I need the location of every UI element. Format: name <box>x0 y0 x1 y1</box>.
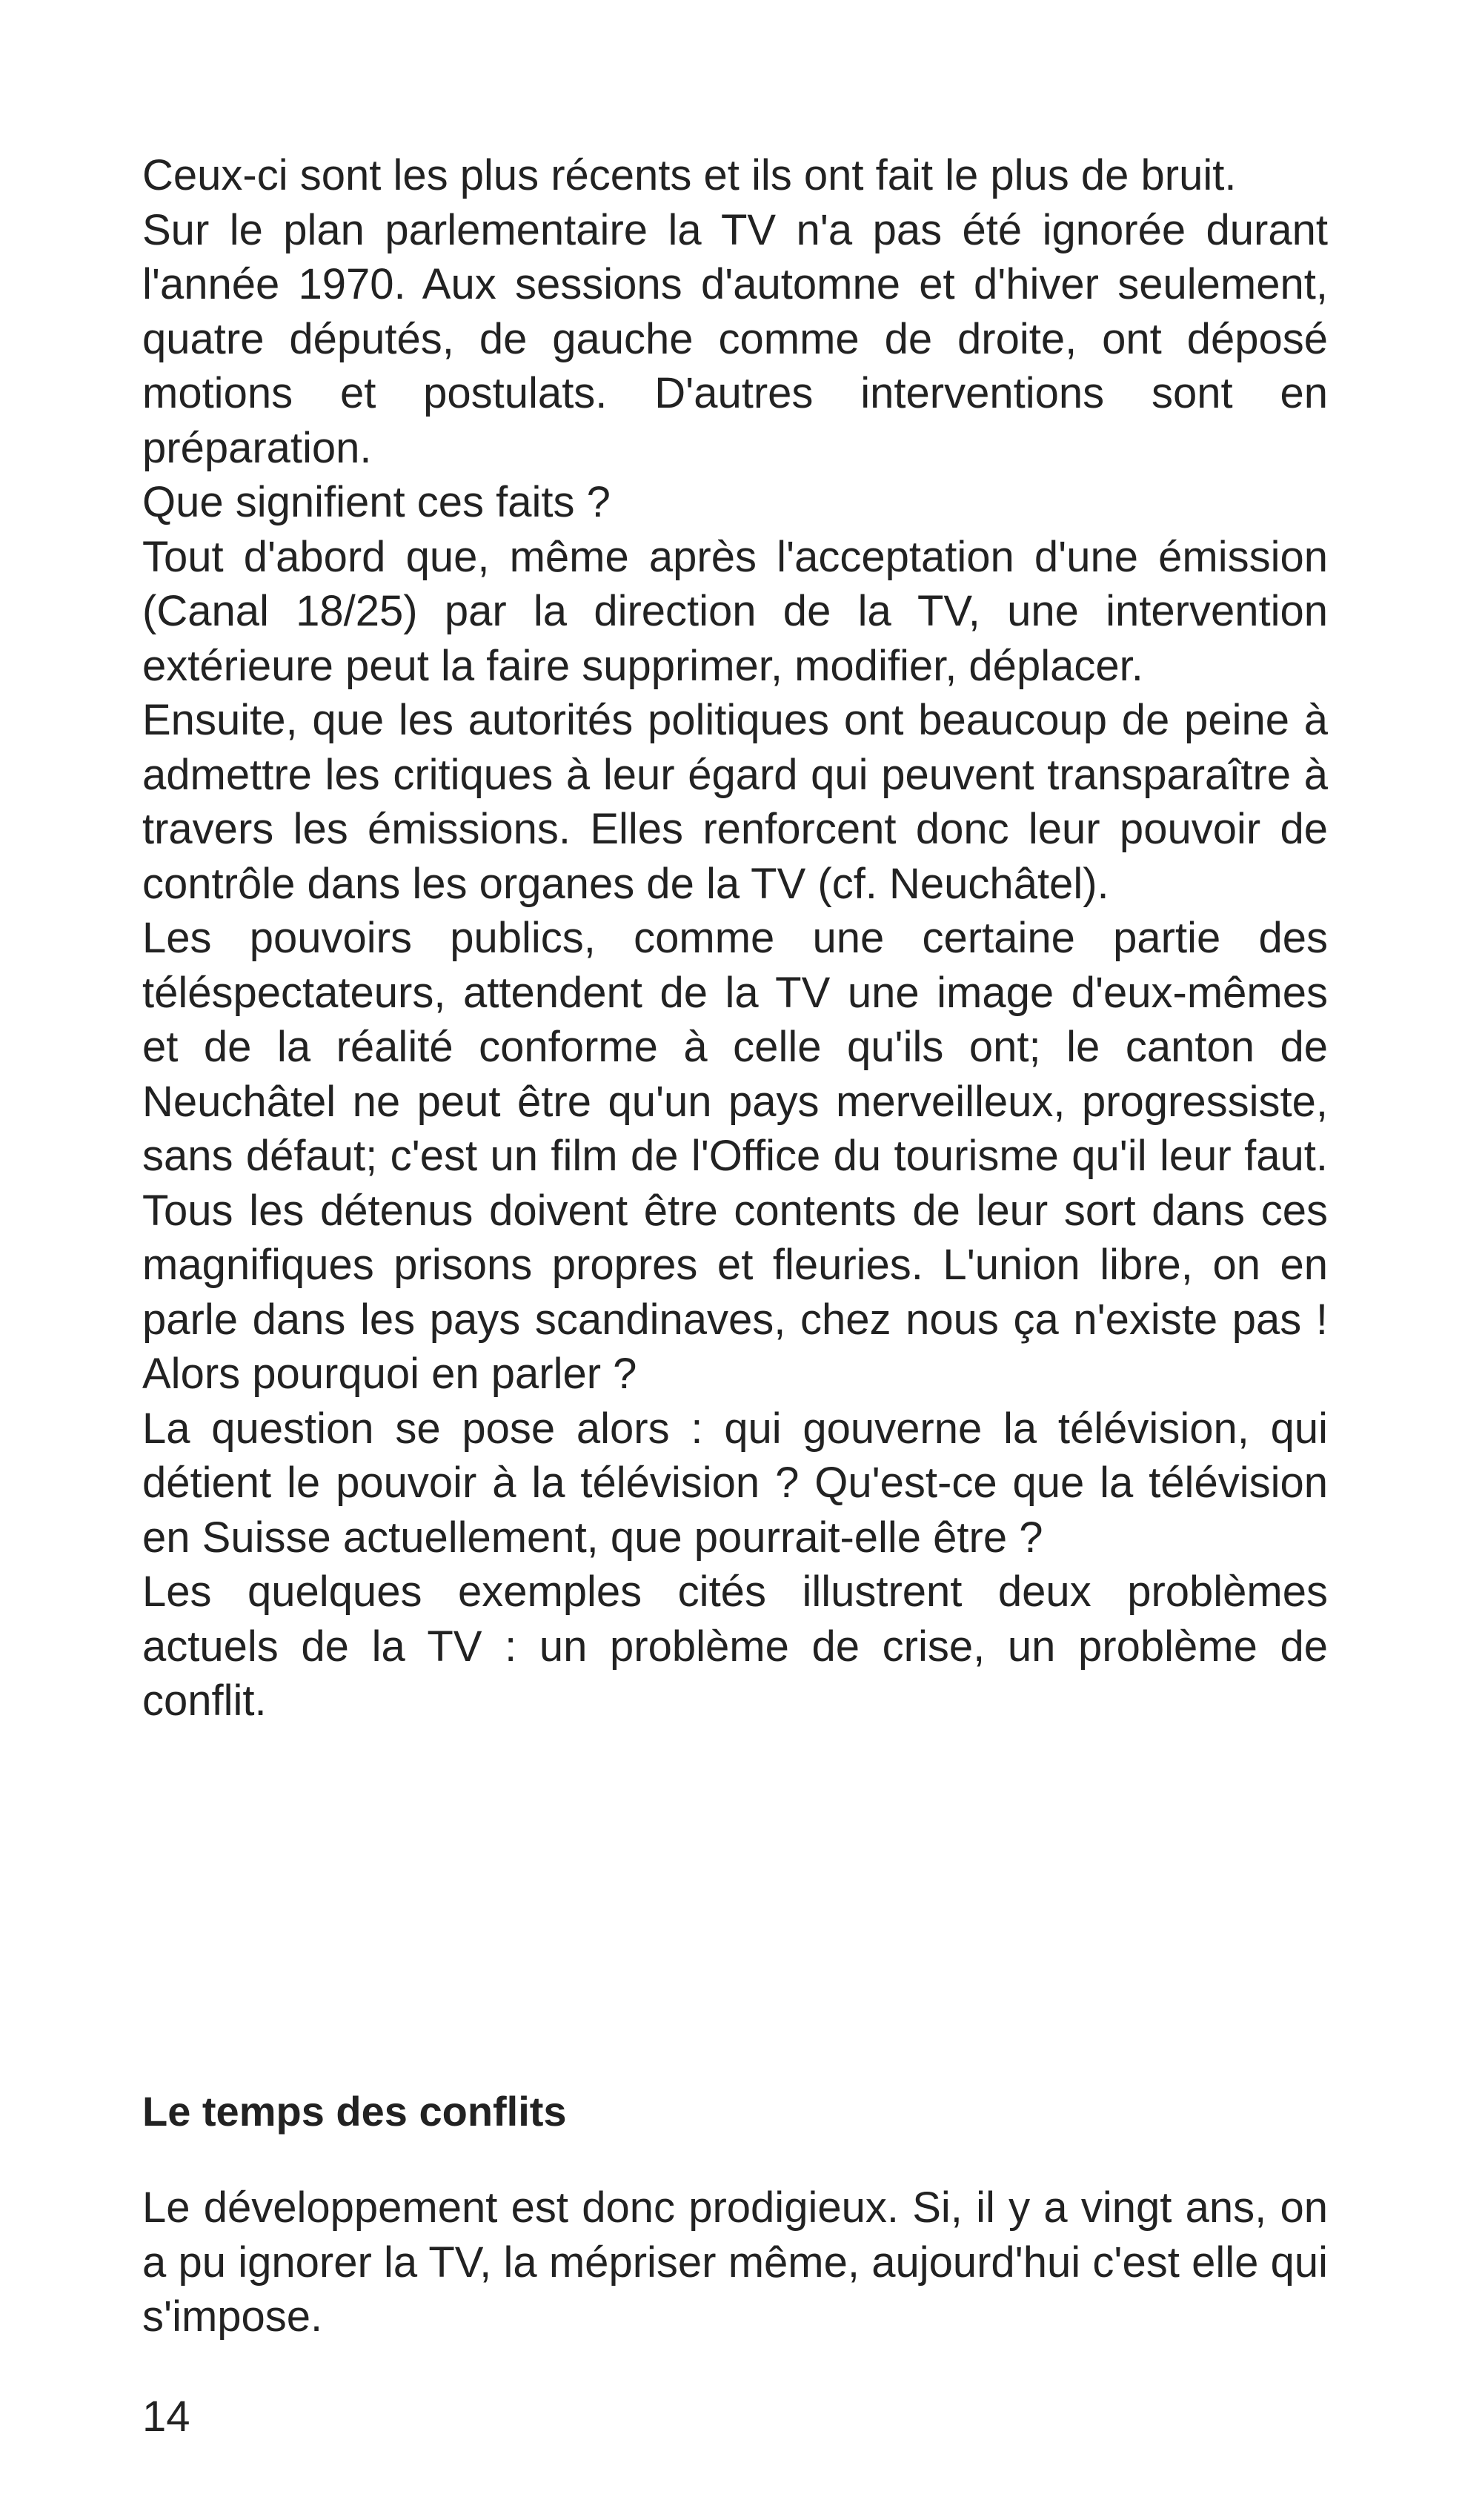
paragraph: Les quelques exemples cités illustrent deux problèmes actuels de la TV : un problème de crise, un problème de conflit. <box>142 1568 1328 1725</box>
body-text <box>142 148 1328 1728</box>
section-heading: Le temps des conflits <box>142 2088 567 2135</box>
section-body-text <box>142 2181 1328 2344</box>
paragraph: Sur le plan parlementaire la TV n'a pas été ignorée durant l'année 1970. Aux sessions d'automne et d'hiver seulement, quatre députés, de gauche comme de droite, ont déposé motions et postulats. D'autres interventions sont en préparation. <box>142 205 1328 472</box>
page-number: 14 <box>142 2393 190 2441</box>
paragraph: Ceux-ci sont les plus récents et ils ont fait le plus de bruit. <box>142 151 1237 199</box>
paragraph: Ensuite, que les autorités politiques ont beaucoup de peine à admettre les critiques à leur égard qui peuvent transparaître à travers les émissions. Elles renforcent donc leur pouvoir de contrôle dans les organes de la TV (cf. Neuchâtel). <box>142 696 1328 908</box>
paragraph: Tout d'abord que, même après l'acceptation d'une émission (Canal 18/25) par la direction de la TV, une intervention extérieure peut la faire supprimer, modifier, déplacer. <box>142 532 1328 690</box>
paragraph: Que signifient ces faits ? <box>142 478 611 526</box>
paragraph: La question se pose alors : qui gouverne la télévision, qui détient le pouvoir à la télévision ? Qu'est-ce que la télévision en Suisse actuellement, que pourrait-elle être ? <box>142 1404 1328 1562</box>
paragraph: Le développement est donc prodigieux. Si, il y a vingt ans, on a pu ignorer la TV, la mépriser même, aujourd'hui c'est elle qui s'impose. <box>142 2184 1328 2341</box>
paragraph: Les pouvoirs publics, comme une certaine partie des téléspectateurs, attendent de la TV une image d'eux-mêmes et de la réalité conforme à celle qu'ils ont; le canton de Neuchâtel ne peut être qu'un pays merveilleux, progressiste, sans défaut; c'est un film de l'Office du tourisme qu'il leur faut. Tous les détenus doivent être contents de leur sort dans ces magnifiques prisons propres et fleuries. L'union libre, on en parle dans les pays scandinaves, chez nous ça n'existe pas ! Alors pourquoi en parler ? <box>142 914 1328 1398</box>
